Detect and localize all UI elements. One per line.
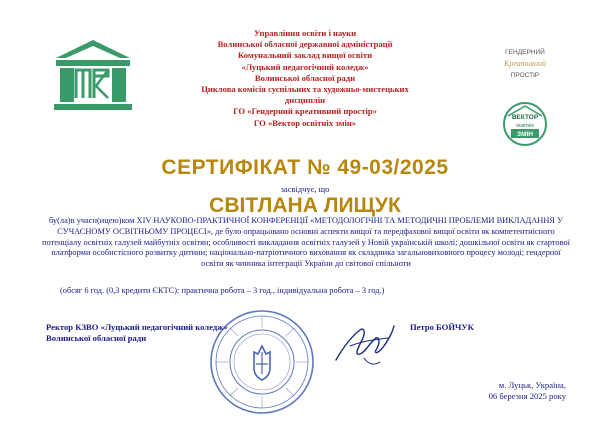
header-line: Комунальний заклад вищої освіти — [237, 50, 373, 61]
certificate-title: СЕРТИФІКАТ № 49-03/2025 — [161, 156, 449, 179]
header-organizations — [134, 28, 476, 129]
header-line: ГО «Гендерний креативний простір» — [233, 106, 377, 117]
college-logo-icon — [50, 38, 136, 114]
gender-logo-line2: Креативний — [504, 59, 546, 68]
place-city: м. Луцьк, Україна, — [498, 380, 566, 390]
gender-logo-line1: ГЕНДЕРНИЙ — [505, 49, 545, 56]
certifies-text: засвідчує, що — [280, 184, 330, 194]
rector-line: Ректор КЗВО «Луцький педагогічний коледж» — [46, 322, 228, 332]
issue-date: 06 березня 2025 року — [488, 391, 566, 402]
place-date — [444, 380, 566, 402]
credits-text: (обсяг 6 год. (0,3 кредити ЄКТС): практична робота – 3 год., індивідуальна робота – 3 год.) — [60, 286, 385, 295]
vector-logo-line2: освітніх — [516, 123, 534, 129]
rector-title — [46, 322, 228, 344]
gender-space-logo-icon — [498, 44, 552, 82]
vector-logo-line1: ВЕКТОР — [511, 114, 539, 121]
header-line: «Луцький педагогічний коледж» — [241, 61, 369, 72]
header-line: дисциплін — [284, 95, 326, 106]
vector-logo-icon — [498, 100, 552, 148]
rector-line: Волинської обласної ради — [46, 333, 147, 343]
official-seal-icon — [208, 308, 316, 416]
header-line: Управління освіти і науки — [253, 28, 357, 38]
header-line: Волинської обласної державної адміністрації — [217, 39, 393, 50]
certificate-page — [4, 4, 596, 422]
header-line: ГО «Вектор освітніх змін» — [253, 117, 357, 128]
gender-logo-line3: ПРОСТІР — [510, 72, 540, 79]
signer-name: Петро БОЙЧУК — [410, 322, 474, 332]
vector-logo-line3: ЗМІН — [517, 131, 533, 138]
certificate-body: бу(ла)в учасн(ицею)ком XIV НАУКОВО-ПРАКТИЧНОЇ КОНФЕРЕНЦІЇ «МЕТОДОЛОГІЧНІ ТА МЕТОДИЧНІ ПРОБЛЕМИ ВИКЛАДАННЯ У СУЧАСНОМУ ОСВІТНЬОМУ ПРОЦЕСІ», де було опрацьовано основні аспекти вищої та передфахової вищої освіти як компетентнісного потенціалу освітніх галузей майбутніх освітян; особливості викладання освітніх галузей у Новій українській школі; дошкільної освіти як стартової платформи особистісного розвитку дитини; національно-патріотичного виховання як складника загальновиховного процесу молоді; гендерної освіти як чинника інтеграції України до світової спільноти — [42, 216, 570, 269]
recipient-name: СВІТЛАНА ЛИЩУК — [209, 194, 401, 217]
header-line: Циклова комісія суспільних та художньо-мистецьких — [201, 84, 409, 95]
handwritten-signature-icon — [330, 316, 398, 372]
header-line: Волинської обласної ради — [254, 72, 356, 83]
